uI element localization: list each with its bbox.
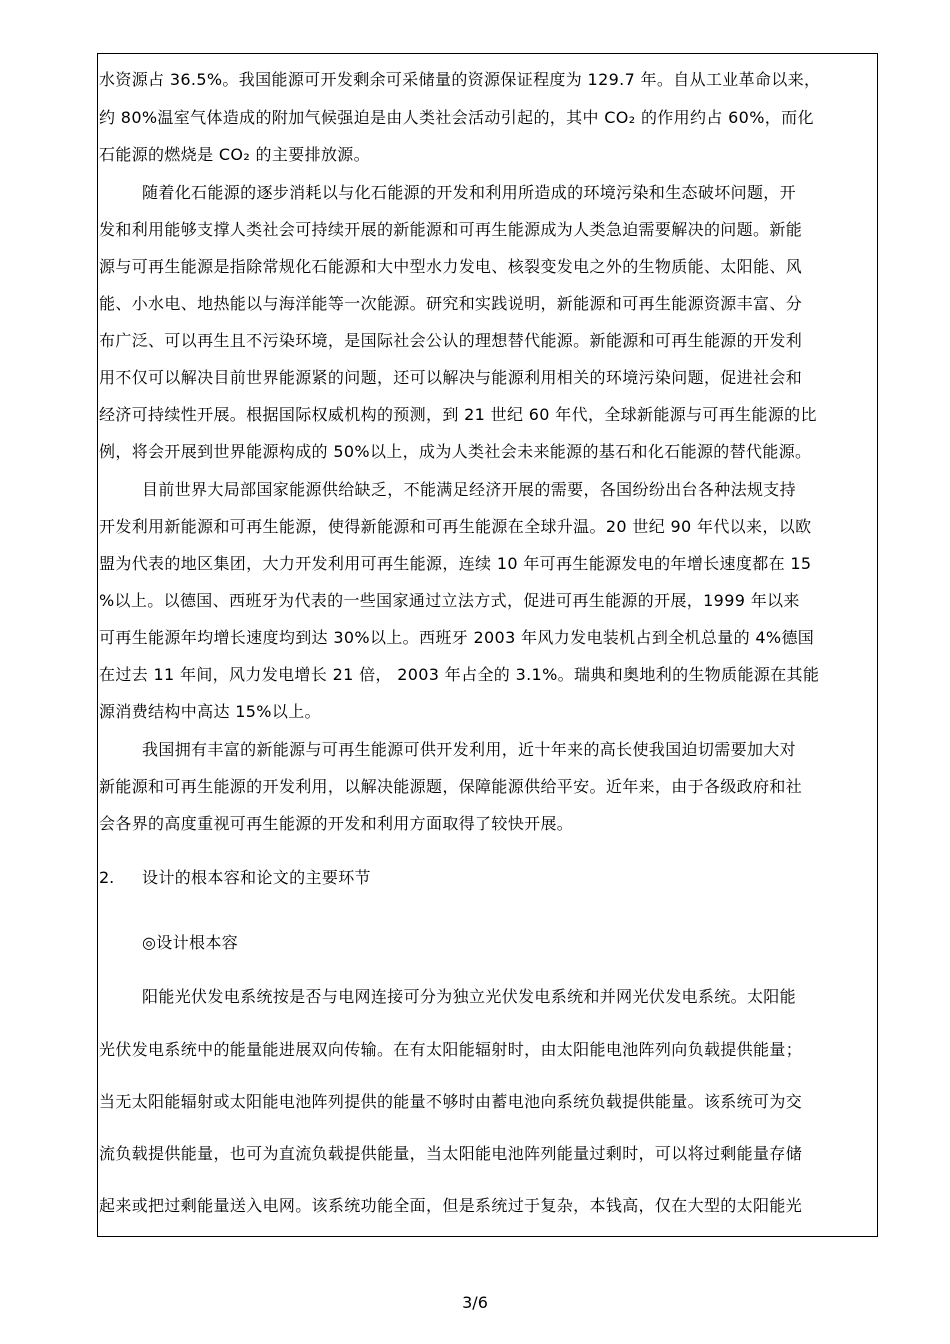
- page-number: 3/6: [462, 1293, 488, 1312]
- text-line: 布广泛、可以再生且不污染环境，是国际社会公认的理想替代能源。新能源和可再生能源的开发利: [99, 331, 803, 350]
- text-line: 起来或把过剩能量送入电网。该系统功能全面，但是系统过于复杂，本钱高，仅在大型的太阳能光: [99, 1196, 803, 1215]
- section-number: 2.: [99, 868, 115, 887]
- text-line: 在过去 11 年间，风力发电增长 21 倍， 2003 年占全的 3.1%。瑞典和奥地利的生物质能源在其能: [99, 665, 820, 684]
- text-line: 源消费结构中高达 15%以上。: [99, 702, 321, 721]
- text-line: 随着化石能源的逐步消耗以与化石能源的开发和利用所造成的环境污染和生态破坏问题，开: [142, 183, 797, 202]
- subheading: ◎设计根本容: [142, 933, 239, 952]
- section-heading: 设计的根本容和论文的主要环节: [142, 868, 371, 887]
- text-line: 约 80%温室气体造成的附加气候强迫是由人类社会活动引起的，其中 CO₂ 的作用约占 60%，而化: [99, 108, 814, 127]
- text-line: %以上。以德国、西班牙为代表的一些国家通过立法方式，促进可再生能源的开展，1999 年以来: [99, 591, 800, 610]
- text-line: 石能源的燃烧是 CO₂ 的主要排放源。: [99, 145, 371, 164]
- text-line: 水资源占 36.5%。我国能源可开发剩余可采储量的资源保证程度为 129.7 年。自从工业革命以来，: [99, 70, 821, 89]
- text-line: 目前世界大局部国家能源供给缺乏，不能满足经济开展的需要，各国纷纷出台各种法规支持: [142, 480, 797, 499]
- text-line: 新能源和可再生能源的开发利用，以解决能源题，保障能源供给平安。近年来，由于各级政府和社: [99, 777, 803, 796]
- text-line: 源与可再生能源是指除常规化石能源和大中型水力发电、核裂变发电之外的生物质能、太阳能、风: [99, 257, 803, 276]
- text-line: 我国拥有丰富的新能源与可再生能源可供开发利用，近十年来的高长使我国迫切需要加大对: [142, 740, 797, 759]
- text-line: 盟为代表的地区集团，大力开发利用可再生能源，连续 10 年可再生能源发电的年增长速度都在 15: [99, 554, 812, 573]
- text-line: 当无太阳能辐射或太阳能电池阵列提供的能量不够时由蓄电池向系统负载提供能量。该系统可为交: [99, 1092, 803, 1111]
- text-line: 用不仅可以解决目前世界能源紧的问题，还可以解决与能源利用相关的环境污染问题，促进社会和: [99, 368, 803, 387]
- text-line: 流负载提供能量，也可为直流负载提供能量，当太阳能电池阵列能量过剩时，可以将过剩能量存储: [99, 1144, 803, 1163]
- text-line: 发和利用能够支撑人类社会可持续开展的新能源和可再生能源成为人类急迫需要解决的问题。新能: [99, 220, 803, 239]
- text-line: 光伏发电系统中的能量能进展双向传输。在有太阳能辐射时，由太阳能电池阵列向负载提供能量；: [99, 1040, 803, 1059]
- text-line: 例，将会开展到世界能源构成的 50%以上，成为人类社会未来能源的基石和化石能源的替代能源。: [99, 442, 812, 461]
- text-line: 开发利用新能源和可再生能源，使得新能源和可再生能源在全球升温。20 世纪 90 年代以来，以欧: [99, 517, 812, 536]
- text-line: 可再生能源年均增长速度均到达 30%以上。西班牙 2003 年风力发电装机占到全机总量的 4%德国: [99, 628, 815, 647]
- text-line: 经济可持续性开展。根据国际权威机构的预测，到 21 世纪 60 年代，全球新能源与可再生能源的比: [99, 405, 817, 424]
- text-line: 阳能光伏发电系统按是否与电网连接可分为独立光伏发电系统和并网光伏发电系统。太阳能: [142, 987, 797, 1006]
- text-line: 能、小水电、地热能以与海洋能等一次能源。研究和实践说明，新能源和可再生能源资源丰富、分: [99, 294, 803, 313]
- text-line: 会各界的高度重视可再生能源的开发和利用方面取得了较快开展。: [99, 814, 574, 833]
